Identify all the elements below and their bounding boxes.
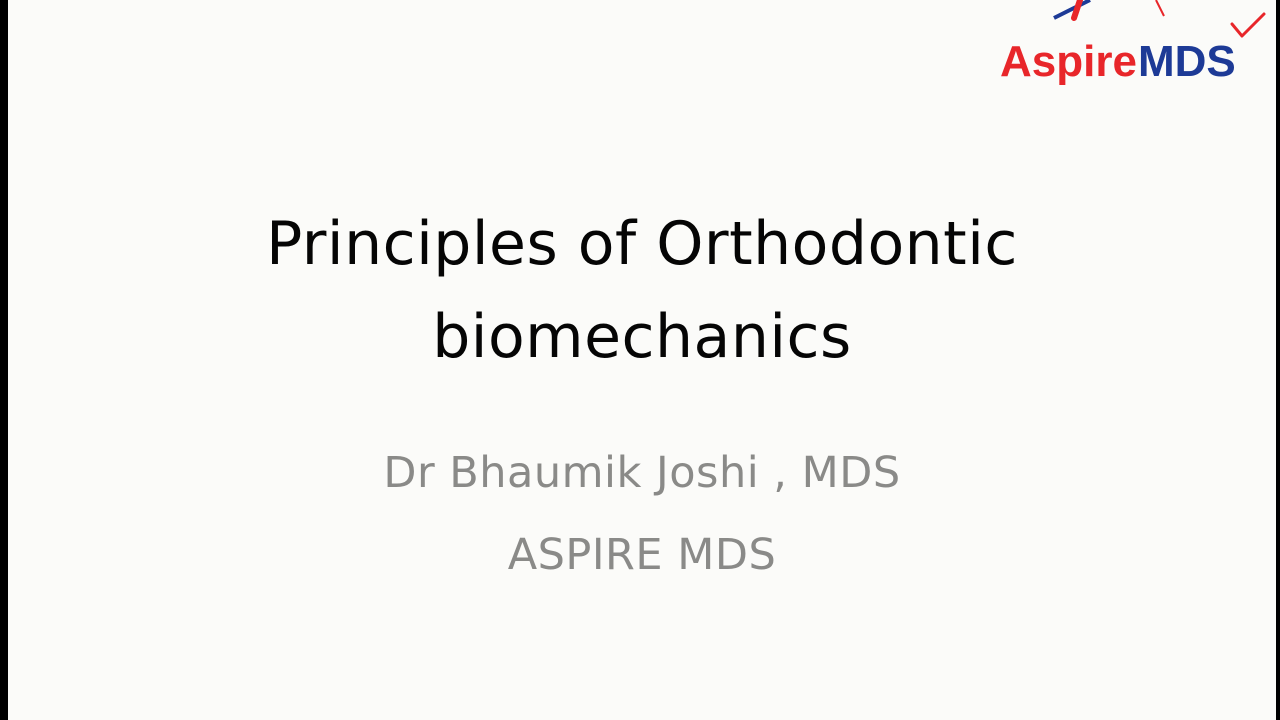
logo-graphic xyxy=(988,0,1268,95)
slide-title xyxy=(8,198,1276,384)
presentation-slide xyxy=(8,0,1276,720)
presenter-name: Dr Bhaumik Joshi , MDS xyxy=(383,448,901,498)
title-line-2: biomechanics xyxy=(432,302,852,372)
aspire-mds-logo xyxy=(988,0,1268,95)
svg-text:Aspire: Aspire xyxy=(1000,37,1137,86)
slide-subtitle xyxy=(8,432,1276,596)
checkmark-icon xyxy=(1232,14,1264,36)
organization-name: ASPIRE MDS xyxy=(507,530,777,580)
title-line-1: Principles of Orthodontic xyxy=(266,209,1018,279)
svg-text:MDS: MDS xyxy=(1138,37,1236,86)
